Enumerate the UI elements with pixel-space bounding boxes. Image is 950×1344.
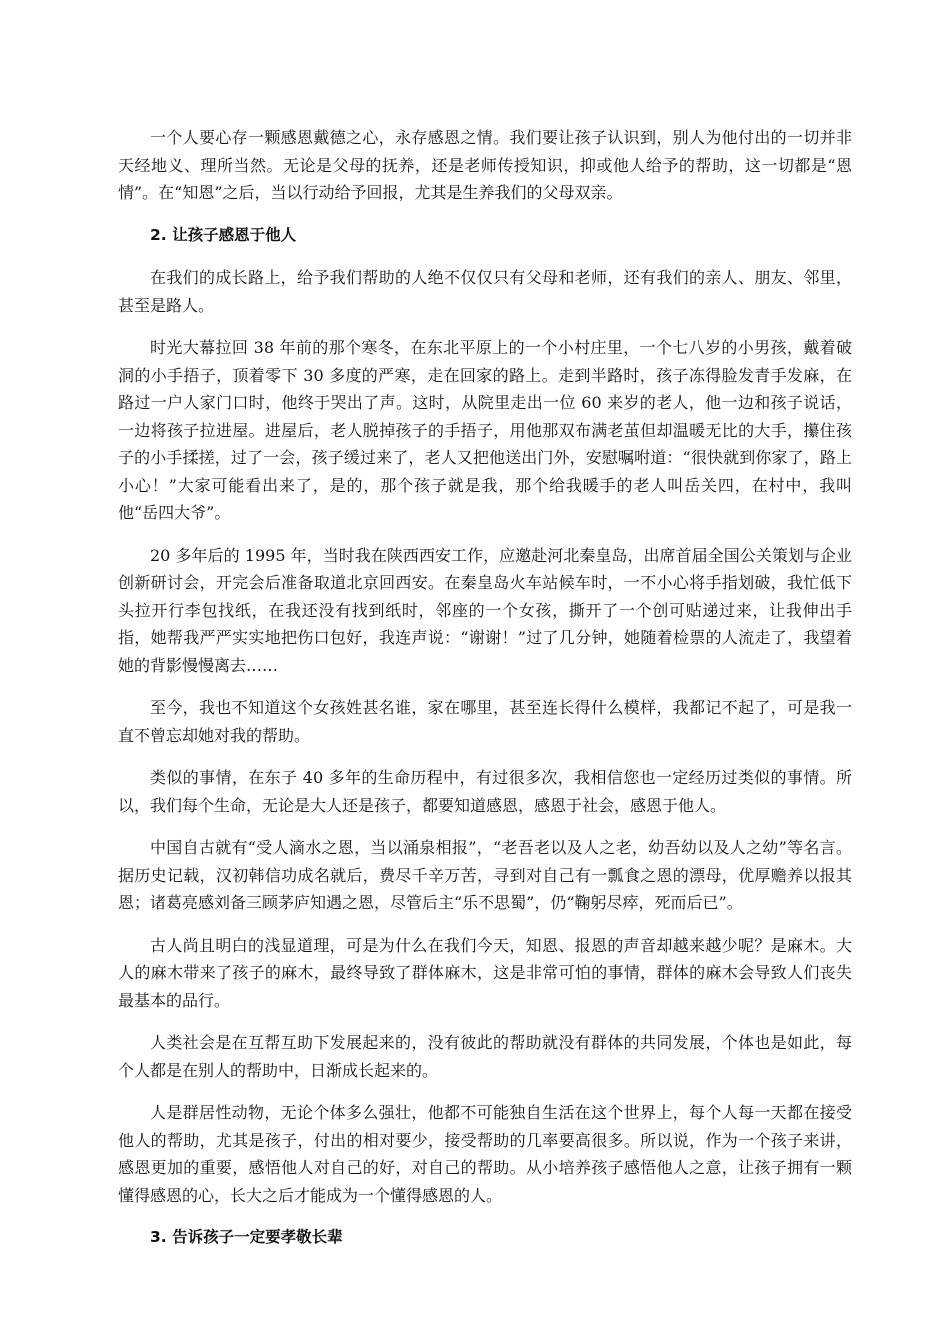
paragraph-ancient-sayings: 中国自古就有“受人滴水之恩，当以涌泉相报”，“老吾老以及人之老，幼吾幼以及人之幼”等名言。据历史记载，汉初韩信功成名就后，费尽千辛万苦，寻到对自己有一瓢食之恩的漂母，优厚赡养以报其恩；诸葛亮感刘备三顾茅庐知遇之恩，尽管后主“乐不思蜀”，仍“鞠躬尽瘁，死而后已”。 [118, 838, 852, 912]
paragraph-mutual-help: 人类社会是在互帮互助下发展起来的，没有彼此的帮助就没有群体的共同发展，个体也是如此，每个人都是在别人的帮助中，日渐成长起来的。 [118, 1033, 852, 1080]
paragraph-numbness: 古人尚且明白的浅显道理，可是为什么在我们今天，知恩、报恩的声音却越来越少呢？是麻木。大人的麻木带来了孩子的麻木，最终导致了群体麻木，这是非常可怕的事情，群体的麻木会导致人们丧失最基本的品行。 [118, 935, 852, 1010]
paragraph-unknown-girl: 至今，我也不知道这个女孩姓甚名谁，家在哪里，甚至连长得什么模样，我都记不起了，可是我一直不曾忘却她对我的帮助。 [118, 698, 852, 745]
paragraph-helpers: 在我们的成长路上，给予我们帮助的人绝不仅仅只有父母和老师，还有我们的亲人、朋友、邻里，甚至是路人。 [118, 268, 852, 315]
paragraph-train-station-story: 20 多年后的 1995 年，当时我在陕西西安工作，应邀赴河北秦皇岛，出席首届全国公关策划与企业创新研讨会，开完会后准备取道北京回西安。在秦皇岛火车站候车时，一不小心将手指划破，我忙低下头拉开行李包找纸，在我还没有找到纸时，邻座的一个女孩，撕开了一个创可贴递过来，让我伸出手指，她帮我严严实实地把伤口包好，我连声说：“谢谢！”过了几分钟，她随着检票的人流走了，我望着她的背影慢慢离去…… [118, 545, 852, 675]
paragraph-similar-experiences: 类似的事情，在东子 40 多年的生命历程中，有过很多次，我相信您也一定经历过类似的事情。所以，我们每个生命，无论是大人还是孩子，都要知道感恩，感恩于社会，感恩于他人。 [118, 768, 852, 815]
paragraph-social-beings: 人是群居性动物，无论个体多么强壮，他都不可能独自生活在这个世界上，每个人每一天都在接受他人的帮助，尤其是孩子，付出的相对要少，接受帮助的几率要高很多。所以说，作为一个孩子来讲，感恩更加的重要，感悟他人对自己的好，对自己的帮助。从小培养孩子感悟他人之意，让孩子拥有一颗懂得感恩的心，长大之后才能成为一个懂得感恩的人。 [118, 1103, 852, 1205]
paragraph-gratitude-intro: 一个人要心存一颗感恩戴德之心，永存感恩之情。我们要让孩子认识到，别人为他付出的一切并非天经地义、理所当然。无论是父母的抚养，还是老师传授知识，抑或他人给予的帮助，这一切都是“恩情”。在“知恩”之后，当以行动给予回报，尤其是生养我们的父母双亲。 [118, 128, 852, 202]
paragraph-winter-story: 时光大幕拉回 38 年前的那个寒冬，在东北平原上的一个小村庄里，一个七八岁的小男孩，戴着破洞的小手捂子，顶着零下 30 多度的严寒，走在回家的路上。走到半路时，孩子冻得脸发青手发麻，在路过一户人家门口时，他终于哭出了声。这时，从院里走出一位 60 来岁的老人，他一边和孩子说话，一边将孩子拉进屋。进屋后，老人脱掉孩子的手捂子，用他那双布满老茧但却温暖无比的大手，攥住孩子的小手揉搓，过了一会，孩子缓过来了，老人又把他送出门外，安慰嘱咐道：“很快就到你家了，路上小心！”大家可能看出来了，是的，那个孩子就是我，那个给我暖手的老人叫岳关四，在村中，我叫他“岳四大爷”。 [118, 338, 852, 522]
section-heading-2: 2. 让孩子感恩于他人 [150, 225, 297, 244]
section-heading-3: 3. 告诉孩子一定要孝敬长辈 [150, 1228, 343, 1246]
document-body [118, 124, 852, 1267]
